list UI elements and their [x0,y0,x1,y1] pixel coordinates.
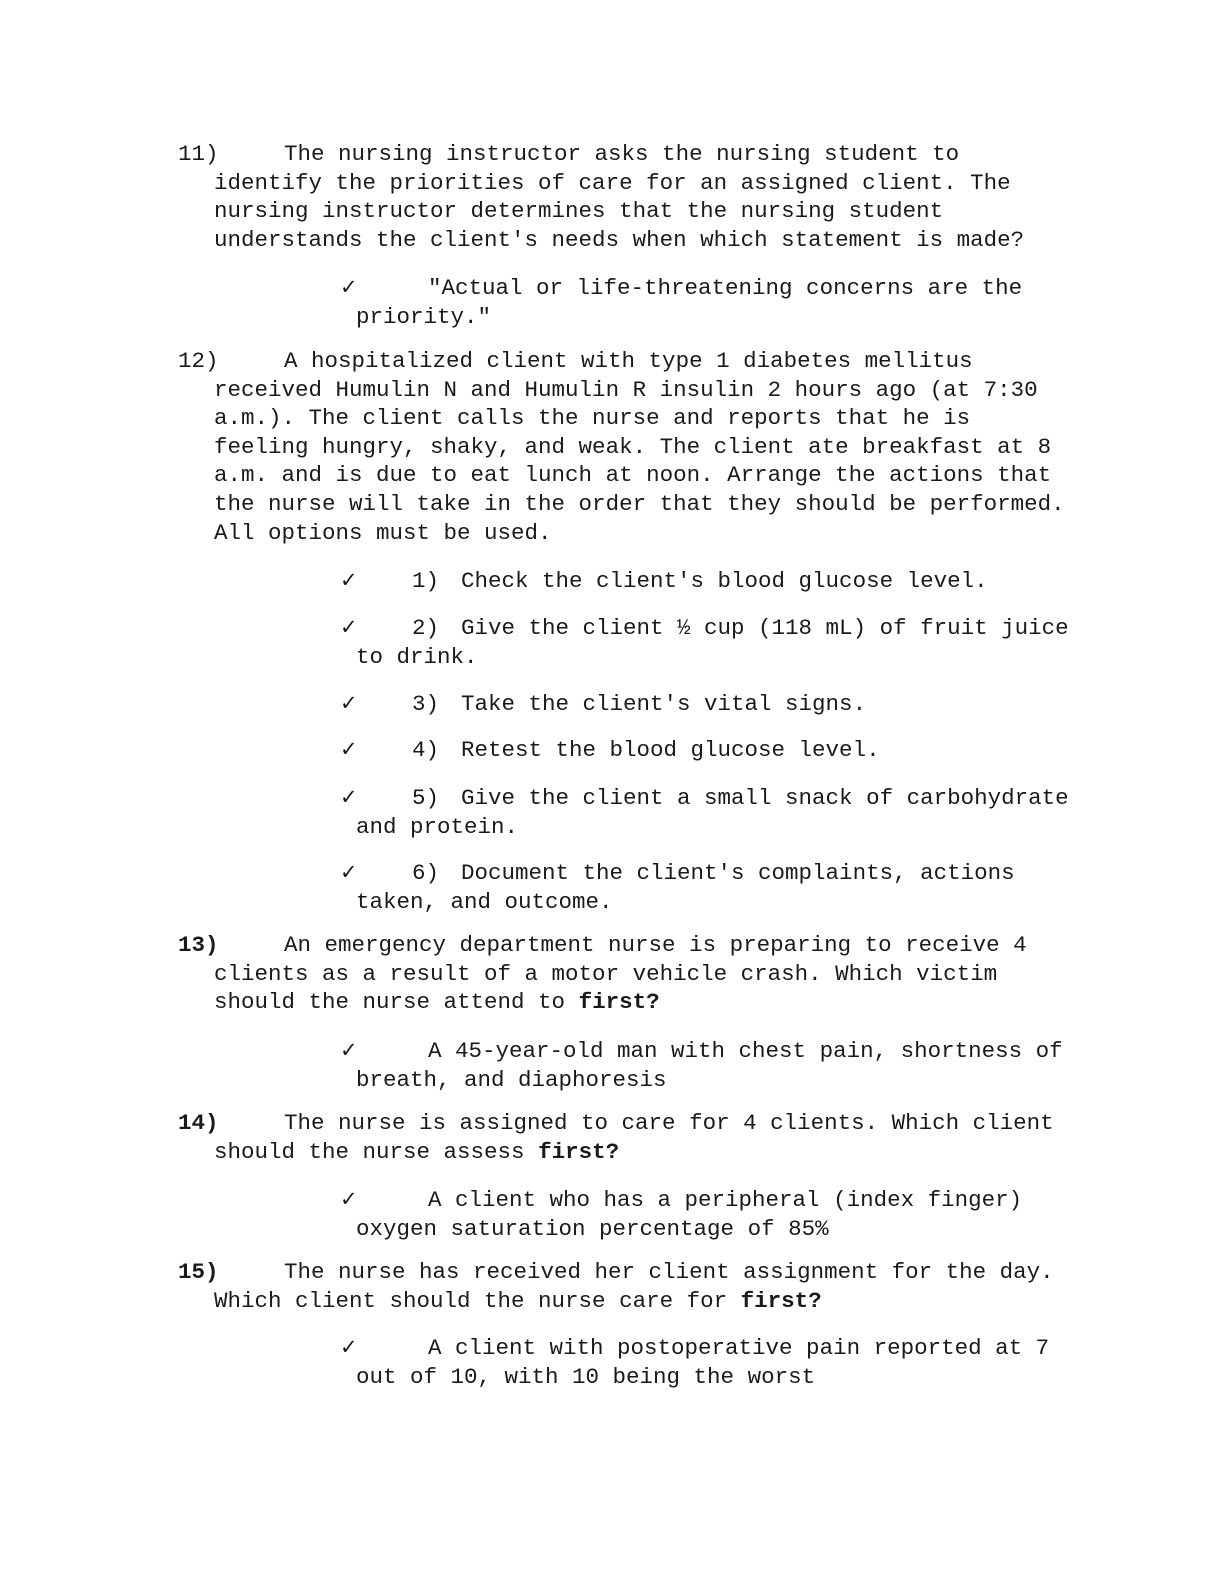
question-number: 14) [178,1110,219,1136]
answer-item [340,273,1096,331]
answer-item [340,1185,1096,1243]
answer-text: Retest the blood glucose level. [461,737,880,763]
option-number: 3) [412,691,440,717]
option-number: 1) [412,568,440,594]
question-text: An emergency department nurse is preparing to receive 4 clients as a result of a motor vehicle crash. Which victim should the nurse attend to first? [214,932,1027,1016]
option-number: 6) [412,860,440,886]
question-text: The nurse has received her client assignment for the day. Which client should the nurse care for first? [214,1259,1054,1314]
question-12 [178,347,1078,547]
checkmark-icon: ✓ [340,275,358,299]
answer-item [340,1333,1096,1391]
checkmark-icon: ✓ [340,1335,358,1359]
checkmark-icon: ✓ [340,568,358,592]
answer-text: A 45-year-old man with chest pain, shortness of breath, and diaphoresis [356,1038,1063,1093]
emphasis-text: first? [740,1287,822,1314]
checkmark-icon: ✓ [340,615,358,639]
checkmark-icon: ✓ [340,860,358,884]
question-text: The nursing instructor asks the nursing student to identify the priorities of care for an assigned client. The nursing instructor determines that the nursing student understands the client's needs when which statement is made? [214,141,1025,253]
answer-item [340,1036,1096,1094]
answer-item [340,735,1096,765]
checkmark-icon: ✓ [340,1038,358,1062]
question-number: 12) [178,348,219,374]
option-number: 2) [412,615,440,641]
answer-item [340,858,1096,916]
answer-text: Give the client ½ cup (118 mL) of fruit juice to drink. [356,615,1069,670]
answer-item [340,613,1096,671]
emphasis-text: first? [538,1138,620,1165]
question-number: 11) [178,141,219,167]
answer-text: A client with postoperative pain reported at 7 out of 10, with 10 being the worst [356,1335,1050,1390]
answer-item [340,566,1096,596]
answer-item [340,689,1096,719]
question-number: 15) [178,1259,219,1285]
answer-text: Give the client a small snack of carbohydrate and protein. [356,785,1069,840]
answer-text: Take the client's vital signs. [461,691,867,717]
question-13 [178,931,1078,1017]
answer-text: Document the client's complaints, actions taken, and outcome. [356,860,1015,915]
checkmark-icon: ✓ [340,1187,358,1211]
question-14 [178,1109,1078,1166]
question-text: A hospitalized client with type 1 diabetes mellitus received Humulin N and Humulin R insulin 2 hours ago (at 7:30 a.m.). The client calls the nurse and reports that he is feeling hungry, shaky, and weak. The client ate breakfast at 8 a.m. and is due to eat lunch at noon. Arrange the actions that the nurse will take in the order that they should be performed. All options must be used. [214,348,1065,546]
answer-text: Check the client's blood glucose level. [461,568,988,594]
checkmark-icon: ✓ [340,691,358,715]
answer-item [340,783,1096,841]
checkmark-icon: ✓ [340,737,358,761]
question-15 [178,1258,1078,1315]
checkmark-icon: ✓ [340,785,358,809]
answer-text: A client who has a peripheral (index finger) oxygen saturation percentage of 85% [356,1187,1023,1242]
question-text: The nurse is assigned to care for 4 clients. Which client should the nurse assess first? [214,1110,1054,1165]
question-11 [178,140,1078,254]
answer-text: "Actual or life-threatening concerns are the priority." [356,275,1023,330]
question-number: 13) [178,932,219,958]
option-number: 4) [412,737,440,763]
emphasis-text: first? [578,989,660,1016]
option-number: 5) [412,785,440,811]
